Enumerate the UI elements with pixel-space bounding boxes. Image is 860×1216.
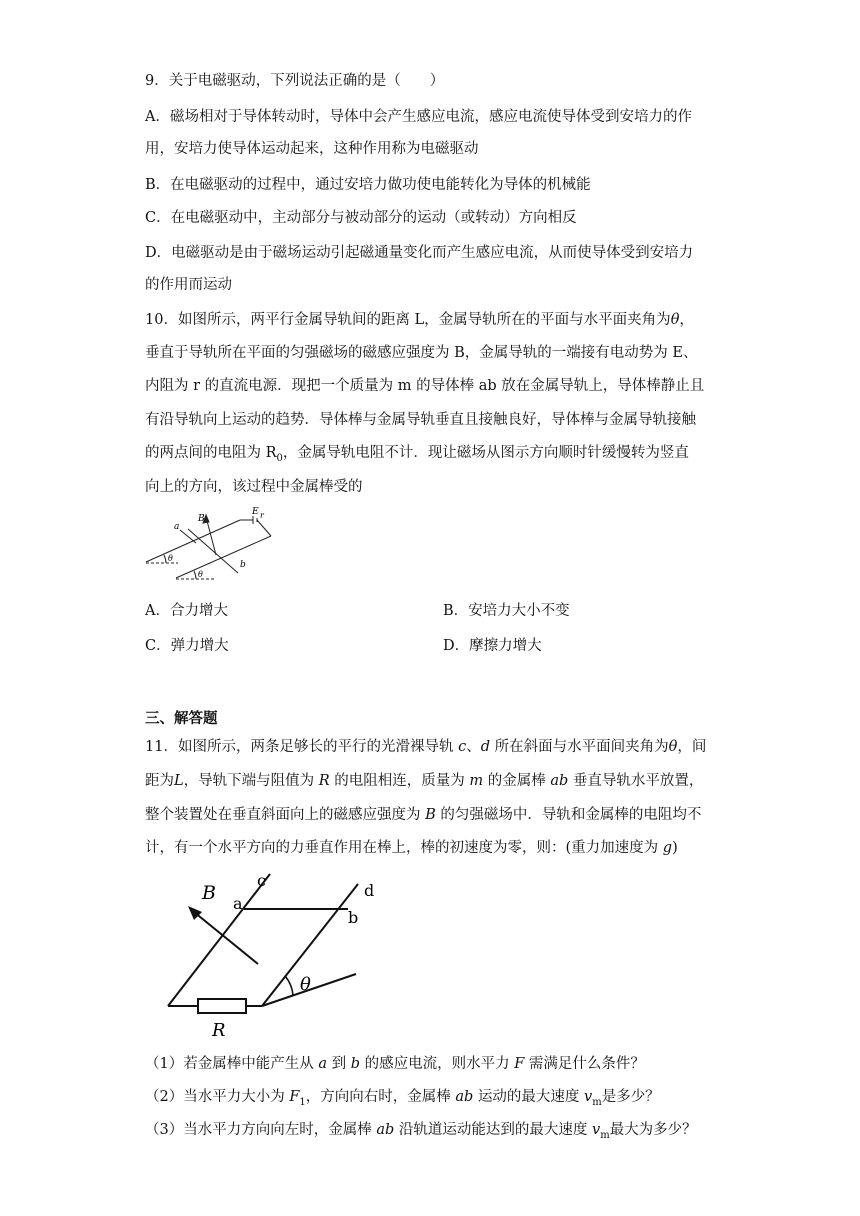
q10-theta: θ [670,312,680,328]
q11-sub2-mid: ，方向向右时，金属棒 [305,1089,451,1105]
q11-line1-d: d [480,739,490,755]
q11-label-theta: θ [300,974,311,995]
q11-sub1-var-a: a [318,1056,327,1072]
q10-label-B: B [198,514,205,524]
q11-line2-c: 的电阻相连，质量为 [334,773,465,789]
q11-line2-L: L [174,773,184,789]
section-title: 三、解答题 [145,710,218,727]
q11-line4 [145,838,678,858]
q11-line4-a: 计，有一个水平方向的力垂直作用在棒上，棒的初速度为零，则：(重力加速度为 [145,840,659,856]
q11-sub1-mid2: 的感应电流，则水平力 [364,1056,510,1072]
q11-label-R: R [212,1020,226,1041]
q11-sub2-ab: ab [455,1089,474,1105]
q10-line6: 向上的方向，该过程中金属棒受的 [145,479,363,495]
q11-sub3-v: v [592,1122,601,1138]
q9-option-c: C．在电磁驱动中，主动部分与被动部分的运动（或转动）方向相反 [145,210,577,226]
q9-option-d-line2: 的作用而运动 [145,277,232,293]
q10-label-theta1: θ [168,554,173,563]
q10-line3: 内阻为 r 的直流电源．现把一个质量为 m 的导体棒 ab 放在金属导轨上，导体棒静止且 [145,378,705,394]
q11-sub2-F: F [289,1089,300,1105]
q10-line5 [145,443,689,469]
q10-r0-sub: 0 [276,452,283,464]
q11-line1-mid: 、 [466,739,481,755]
q11-sub3-a: （3）当水平力方向向左时，金属棒 [145,1122,372,1138]
q11-line1 [145,737,706,757]
q11-line2 [145,771,703,791]
q11-sub1 [145,1054,645,1074]
q11-line2-R: R [318,773,330,789]
q11-line1-b: 所在斜面与水平面间夹角为 [494,739,669,755]
q11-figure [150,872,400,1042]
q11-sub2-end: 是多少？ [601,1089,660,1105]
q10-line5-b: ，金属导轨电阻不计．现让磁场从图示方向顺时针缓慢转为竖直 [282,445,689,461]
q10-label-a: a [174,522,180,532]
q11-line3-b: 的匀强磁场中．导轨和金属棒的电阻均不 [440,807,702,823]
q9-option-a-line2: 用，安培力使导体运动起来，这种作用称为电磁驱动 [145,141,479,157]
q10-option-c: C．弹力增大 [145,638,229,654]
q11-label-a: a [233,894,243,913]
q11-line3 [145,805,701,825]
q11-sub3-ab: ab [376,1122,395,1138]
q10-line1 [145,310,694,330]
q11-line2-b: ，导轨下端与阻值为 [183,773,315,789]
q11-line1-end: ，间 [677,739,707,755]
q11-sub2-v: v [584,1089,593,1105]
q10-theta-comma: ， [679,312,694,328]
q9-option-b: B．在电磁驱动的过程中，通过安培力做功使电能转化为导体的机械能 [145,177,591,193]
q11-sub3-v-sub: m [600,1129,610,1141]
q11-sub2-mid2: 运动的最大速度 [477,1089,580,1105]
q11-line2-ab: ab [550,773,569,789]
q11-sub2-F-sub: 1 [299,1096,306,1108]
q11-line1-c: c [458,739,467,755]
q10-label-r: r [260,511,264,520]
q10-option-d: D．摩擦力增大 [443,638,542,654]
q10-line5-a: 的两点间的电阻为 R [145,445,277,461]
q10-label-b: b [240,560,246,570]
q10-option-a: A．合力增大 [145,603,228,619]
q11-sub1-mid: 到 [331,1056,347,1072]
q9-option-d-line1: D．电磁驱动是由于磁场运动引起磁通量变化而产生感应电流，从而使导体受到安培力 [145,245,694,261]
q11-line3-B: B [425,807,436,823]
q10-label-E: E [252,507,259,517]
q10-option-b: B．安培力大小不变 [443,603,570,619]
q11-sub1-end: 需满足什么条件？ [528,1056,645,1072]
q11-line3-a: 整个装置处在垂直斜面向上的磁感应强度为 [145,807,421,823]
q11-sub1-var-b: b [350,1056,361,1072]
q11-sub1-a: （1）若金属棒中能产生从 [145,1056,314,1072]
q11-label-B: B [202,882,216,904]
q10-line1-text: 10．如图所示，两平行金属导轨间的距离 L，金属导轨所在的平面与水平面夹角为 [145,312,671,328]
q11-sub2-v-sub: m [592,1096,602,1108]
q11-line1-a: 11．如图所示，两条足够长的平行的光滑裸导轨 [145,739,454,755]
q11-sub2-a: （2）当水平力大小为 [145,1089,285,1105]
q11-sub3 [145,1120,697,1146]
q11-line1-theta: θ [668,739,678,755]
q11-sub1-F: F [514,1056,525,1072]
q10-line4: 有沿导轨向上运动的趋势．导体棒与金属导轨垂直且接触良好，导体棒与金属导轨接触 [145,412,696,428]
q11-label-d: d [364,881,375,900]
q11-line2-a: 距为 [145,773,174,789]
q11-line2-m: m [469,773,484,789]
q11-sub3-end: 最大为多少？ [609,1122,697,1138]
q11-line2-e: 垂直导轨水平放置， [572,773,704,789]
q9-option-a-line1: A．磁场相对于导体转动时，导体中会产生感应电流，感应电流使导体受到安培力的作 [145,109,692,125]
q10-label-theta2: θ [198,570,203,579]
q9-stem: 9．关于电磁驱动，下列说法正确的是（ ） [145,73,445,89]
q11-label-b: b [348,908,359,927]
q11-label-c: c [257,872,266,890]
q11-sub3-mid: 沿轨道运动能达到的最大速度 [398,1122,588,1138]
q10-line2: 垂直于导轨所在平面的匀强磁场的磁感应强度为 B，金属导轨的一端接有电动势为 E、 [145,345,698,361]
q11-line4-g: g [662,840,673,856]
q11-sub2 [145,1087,660,1113]
q10-figure [140,505,280,590]
q11-line2-d: 的金属棒 [487,773,546,789]
q11-line4-end: ) [672,840,678,856]
